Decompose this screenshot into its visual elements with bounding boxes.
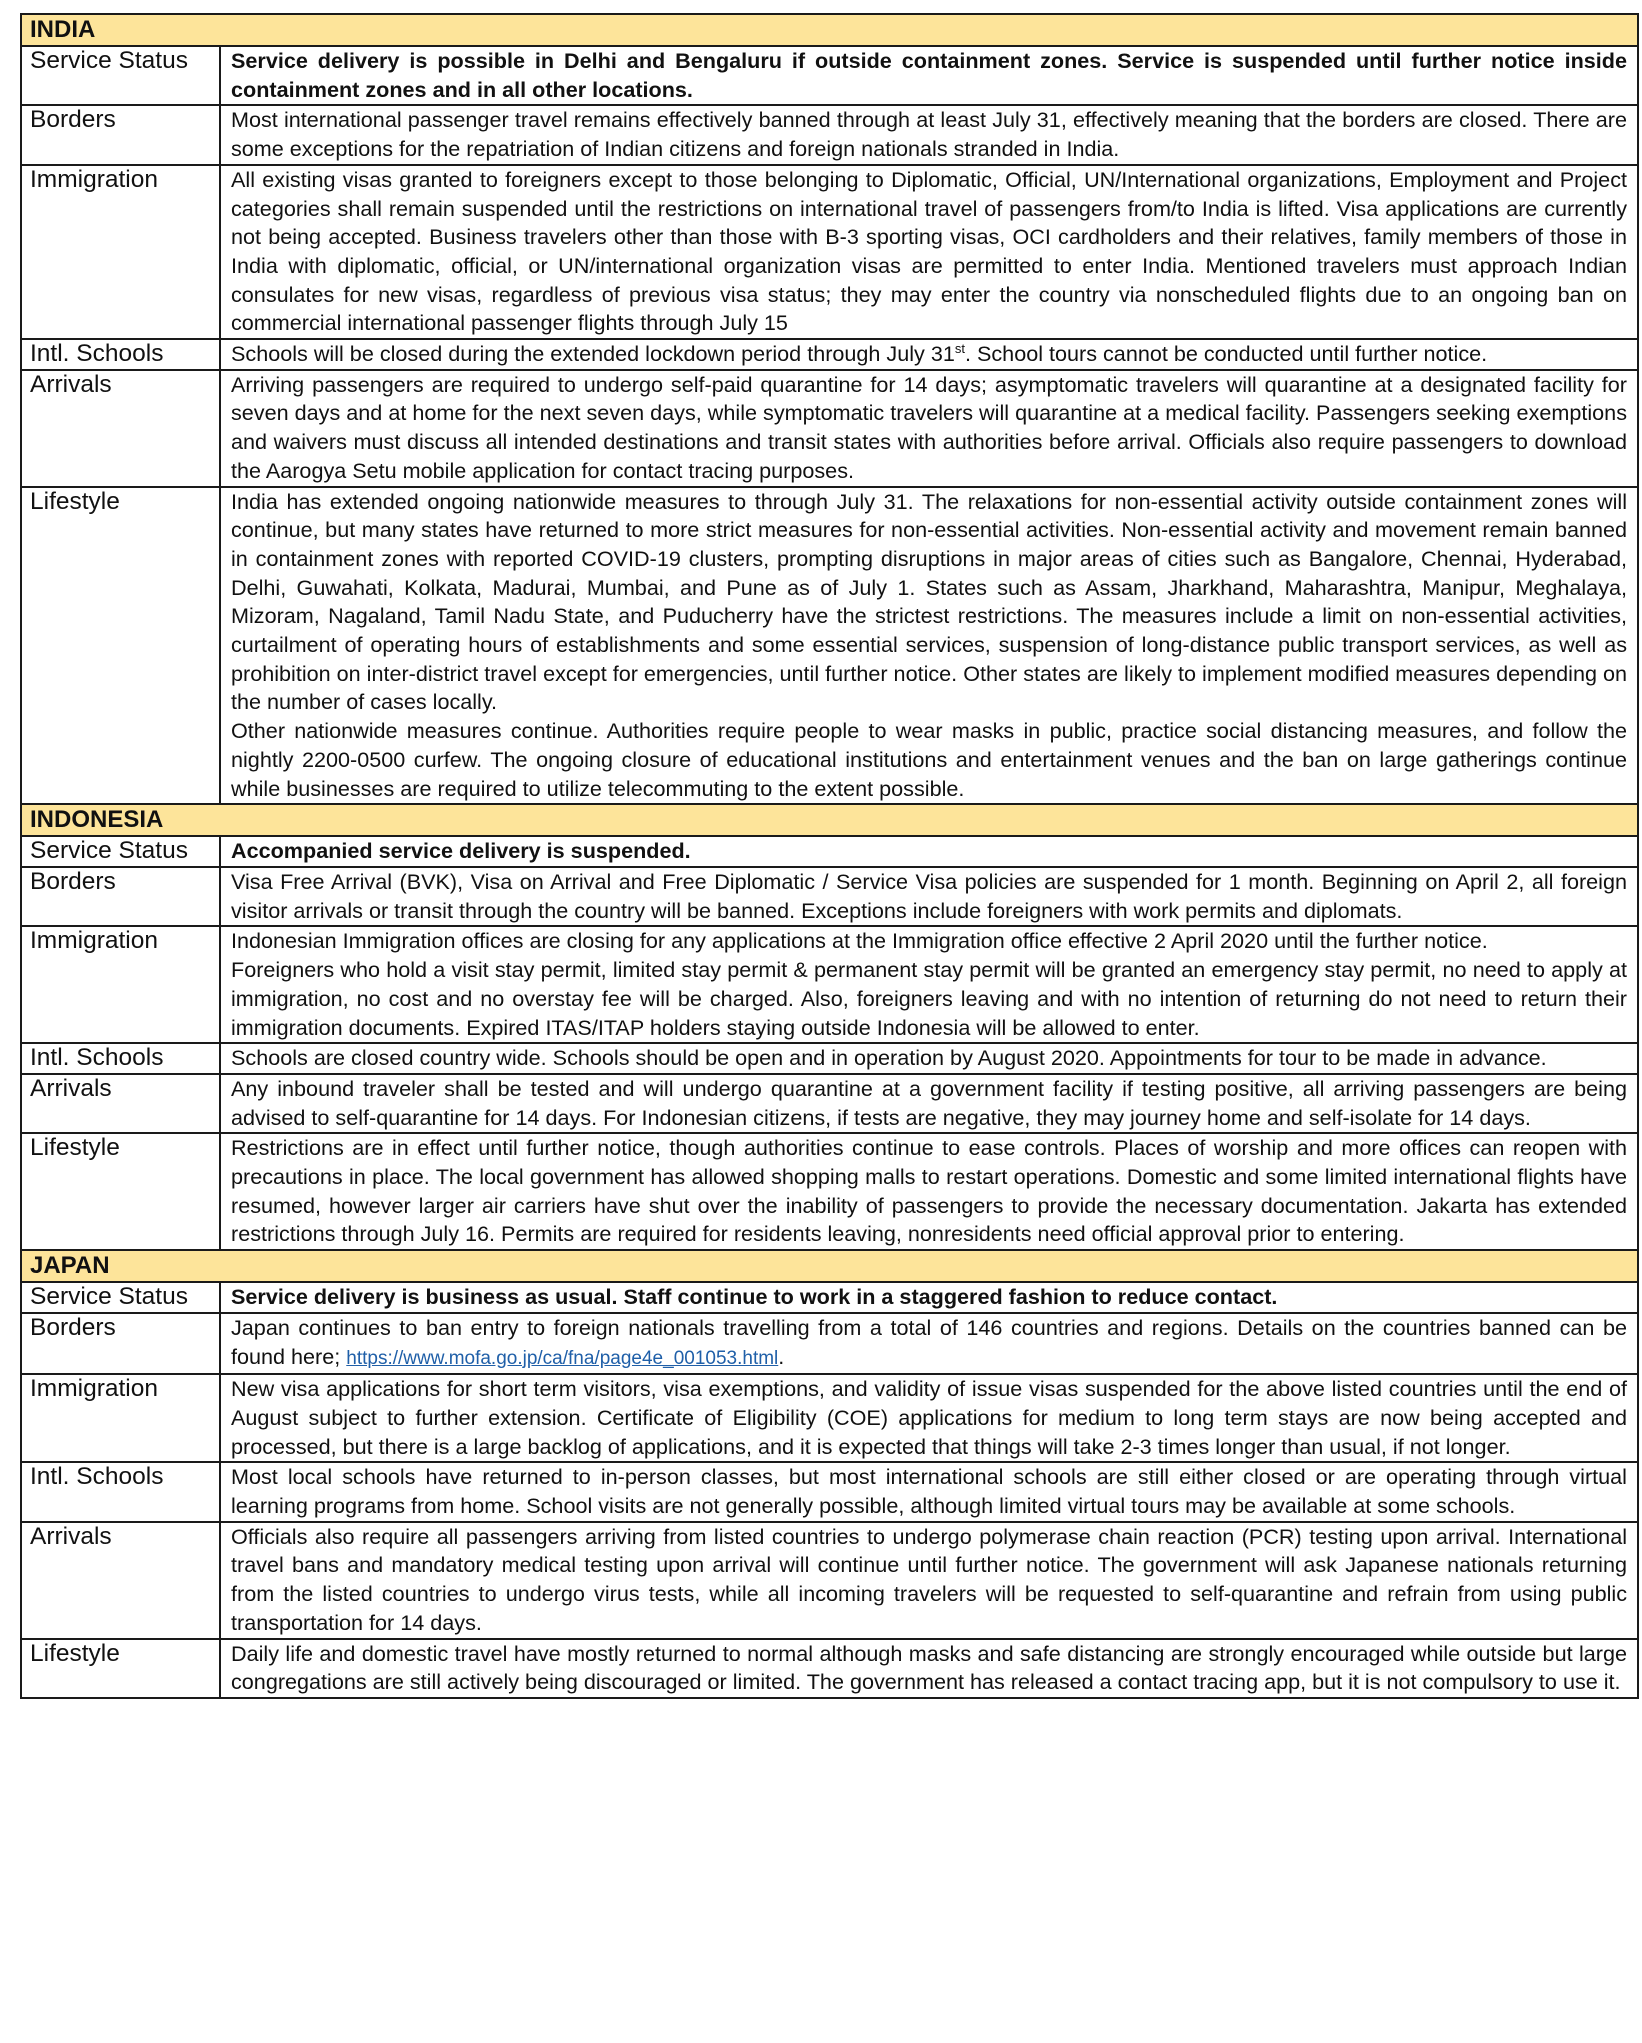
table-body — [21, 14, 1638, 1698]
content-paragraph: Most local schools have returned to in-person classes, but most international schools are still either closed or are operating through virtual learning programs from home. School visits are not generally possible, although limited virtual tours may be available at some schools. — [231, 1464, 1627, 1519]
table-row — [21, 1462, 1638, 1521]
content-paragraph — [231, 340, 1627, 369]
table-row — [21, 1043, 1638, 1074]
row-content-service-status — [220, 1282, 1638, 1313]
table-row — [21, 1313, 1638, 1374]
row-label-borders: Borders — [21, 867, 220, 926]
content-paragraph: Accompanied service delivery is suspended. — [231, 838, 691, 864]
table-row — [21, 836, 1638, 867]
text-before-superscript: Schools will be closed during the extended lockdown period through July 31 — [231, 341, 955, 367]
row-content-immigration — [220, 165, 1638, 339]
row-label-service-status: Service Status — [21, 836, 220, 867]
content-paragraph: India has extended ongoing nationwide measures to through July 31. The relaxations for non-essential activity outside containment zones will continue, but many states have returned to more strict measures for non-essential activities. Non-essential activity and movement remain banned in containment zones with reported COVID-19 clusters, prompting disruptions in major areas of cities such as Bangalore, Chennai, Hyderabad, Delhi, Guwahati, Kolkata, Madurai, Mumbai, and Pune as of July 1. States such as Assam, Jharkhand, Maharashtra, Manipur, Meghalaya, Mizoram, Nagaland, Tamil Nadu State, and Puducherry have the strictest restrictions. The measures include a limit on non-essential activities, curtailment of operating hours of establishments and some essential services, suspension of long-distance public transport services, as well as prohibition on inter-district travel except for emergencies, until further notice. Other states are likely to implement modified measures depending on the number of cases locally. — [231, 488, 1627, 715]
row-label-lifestyle: Lifestyle — [21, 487, 220, 805]
content-paragraph: Other nationwide measures continue. Authorities require people to wear masks in public, practice social distancing measures, and follow the nightly 2200-0500 curfew. The ongoing closure of educational institutions and entertainment venues and the ban on large gatherings continue while businesses are required to utilize telecommuting to the extent possible. — [231, 718, 1627, 801]
row-content-intl-schools — [220, 1462, 1638, 1521]
row-content-arrivals — [220, 1074, 1638, 1133]
country-header-row — [21, 14, 1638, 46]
table-row — [21, 867, 1638, 926]
row-content-service-status — [220, 46, 1638, 105]
table-row — [21, 1639, 1638, 1698]
content-paragraph: Schools are closed country wide. Schools should be open and in operation by August 2020. Appointments for tour to be made in advance. — [231, 1045, 1547, 1071]
table-row — [21, 46, 1638, 105]
row-label-lifestyle: Lifestyle — [21, 1639, 220, 1698]
table-row — [21, 105, 1638, 164]
table-row — [21, 1282, 1638, 1313]
country-header-row — [21, 804, 1638, 836]
row-content-lifestyle — [220, 1639, 1638, 1698]
row-label-borders: Borders — [21, 1313, 220, 1374]
row-label-immigration: Immigration — [21, 1374, 220, 1462]
row-label-immigration: Immigration — [21, 165, 220, 339]
content-paragraph: Service delivery is possible in Delhi and Bengaluru if outside containment zones. Service is suspended until further notice inside containment zones and in all other locations. — [231, 48, 1627, 102]
row-content-intl-schools — [220, 339, 1638, 370]
row-label-intl-schools: Intl. Schools — [21, 339, 220, 370]
row-label-immigration: Immigration — [21, 926, 220, 1043]
row-label-intl-schools: Intl. Schools — [21, 1043, 220, 1074]
content-paragraph: Most international passenger travel remains effectively banned through at least July 31, effectively meaning that the borders are closed. There are some exceptions for the repatriation of Indian citizens and foreign nationals stranded in India. — [231, 107, 1627, 162]
table-row — [21, 1374, 1638, 1462]
row-content-arrivals — [220, 370, 1638, 487]
row-content-borders — [220, 867, 1638, 926]
row-label-lifestyle: Lifestyle — [21, 1133, 220, 1250]
table-row — [21, 339, 1638, 370]
content-paragraph: Service delivery is business as usual. Staff continue to work in a staggered fashion to reduce contact. — [231, 1284, 1278, 1310]
row-content-immigration — [220, 1374, 1638, 1462]
row-content-lifestyle — [220, 1133, 1638, 1250]
text-after-link: . — [778, 1343, 785, 1369]
row-label-borders: Borders — [21, 105, 220, 164]
content-paragraph — [231, 1314, 1627, 1373]
content-paragraph: Daily life and domestic travel have mostly returned to normal although masks and safe distancing are strongly encouraged while outside but large congregations are still actively being discouraged or limited. The government has released a contact tracing app, but it is not compulsory to use it. — [231, 1640, 1627, 1695]
row-content-service-status — [220, 836, 1638, 867]
row-content-immigration — [220, 926, 1638, 1043]
table-row — [21, 487, 1638, 805]
country-status-table — [20, 13, 1639, 1699]
table-row — [21, 370, 1638, 487]
table-row — [21, 926, 1638, 1043]
content-paragraph: Arriving passengers are required to undergo self-paid quarantine for 14 days; asymptomatic travelers will quarantine at a designated facility for seven days and at home for the next seven days, while symptomatic travelers will quarantine at a medical facility. Passengers seeking exemptions and waivers must discuss all intended destinations and transit states with authorities before arrival. Officials also require passengers to download the Aarogya Setu mobile application for contact tracing purposes. — [231, 371, 1627, 483]
row-label-service-status: Service Status — [21, 46, 220, 105]
row-label-service-status: Service Status — [21, 1282, 220, 1313]
content-paragraph: Restrictions are in effect until further notice, though authorities continue to ease controls. Places of worship and more offices can reopen with precautions in place. The local government has allowed shopping malls to restart operations. Domestic and some limited international flights have resumed, however larger air carriers have shut over the inability of passengers to provide the necessary documentation. Jakarta has extended restrictions through July 16. Permits are required for residents leaving, nonresidents need official approval prior to entering. — [231, 1135, 1627, 1247]
row-label-arrivals: Arrivals — [21, 1522, 220, 1639]
row-content-borders — [220, 105, 1638, 164]
row-content-borders — [220, 1313, 1638, 1374]
row-content-arrivals — [220, 1522, 1638, 1639]
ordinal-superscript: st — [954, 340, 965, 356]
country-header-row — [21, 1250, 1638, 1282]
row-label-arrivals: Arrivals — [21, 370, 220, 487]
document-page — [20, 13, 1639, 1699]
table-row — [21, 1133, 1638, 1250]
table-row — [21, 165, 1638, 339]
text-after-superscript: . School tours cannot be conducted until further notice. — [964, 341, 1488, 367]
content-paragraph: Officials also require all passengers arriving from listed countries to undergo polymerase chain reaction (PCR) testing upon arrival. International travel bans and mandatory medical testing upon arrival will continue until further notice. The government will ask Japanese nationals returning from the listed countries to undergo virus tests, while all incoming travelers will be requested to self-quarantine and refrain from using public transportation for 14 days. — [231, 1523, 1627, 1635]
country-name-indonesia: INDONESIA — [21, 804, 1638, 836]
text-before-link: Japan continues to ban entry to foreign nationals travelling from a total of 146 countries and regions. Details on the countries banned can be found here; — [231, 1314, 1627, 1369]
content-paragraph: New visa applications for short term visitors, visa exemptions, and validity of issue visas suspended for the above listed countries until the end of August subject to further extension. Certificate of Eligibility (COE) applications for medium to long term stays are now being accepted and processed, but there is a large backlog of applications, and it is expected that things will take 2-3 times longer than usual, if not longer. — [231, 1376, 1627, 1459]
content-paragraph: Visa Free Arrival (BVK), Visa on Arrival and Free Diplomatic / Service Visa policies are suspended for 1 month. Beginning on April 2, all foreign visitor arrivals or transit through the country will be banned. Exceptions include foreigners with work permits and diplomats. — [231, 868, 1627, 923]
mofa-link[interactable]: https://www.mofa.go.jp/ca/fna/page4e_001053.html — [346, 1347, 779, 1369]
table-row — [21, 1074, 1638, 1133]
country-name-japan: JAPAN — [21, 1250, 1638, 1282]
table-row — [21, 1522, 1638, 1639]
content-paragraph: All existing visas granted to foreigners except to those belonging to Diplomatic, Official, UN/International organizations, Employment and Project categories shall remain suspended until the restrictions on international travel of passengers from/to India is lifted. Visa applications are currently not being accepted. Business travelers other than those with B-3 sporting visas, OCI cardholders and their relatives, family members of those in India with diplomatic, official, or UN/international organization visas are permitted to enter India. Mentioned travelers must approach Indian consulates for new visas, regardless of previous visa status; they may enter the country via nonscheduled flights due to an ongoing ban on commercial international passenger flights through July 15 — [231, 166, 1627, 336]
row-label-arrivals: Arrivals — [21, 1074, 220, 1133]
row-content-intl-schools — [220, 1043, 1638, 1074]
content-paragraph: Foreigners who hold a visit stay permit, limited stay permit & permanent stay permit will be granted an emergency stay permit, no need to apply at immigration, no cost and no overstay fee will be charged. Also, foreigners leaving and with no intention of returning do not need to return their immigration documents. Expired ITAS/ITAP holders staying outside Indonesia will be allowed to enter. — [231, 957, 1627, 1040]
country-name-india: INDIA — [21, 14, 1638, 46]
row-label-intl-schools: Intl. Schools — [21, 1462, 220, 1521]
content-paragraph: Any inbound traveler shall be tested and will undergo quarantine at a government facility if testing positive, all arriving passengers are being advised to self-quarantine for 14 days. For Indonesian citizens, if tests are negative, they may journey home and self-isolate for 14 days. — [231, 1075, 1627, 1130]
content-paragraph: Indonesian Immigration offices are closing for any applications at the Immigration office effective 2 April 2020 until the further notice. — [231, 928, 1488, 954]
row-content-lifestyle — [220, 487, 1638, 805]
